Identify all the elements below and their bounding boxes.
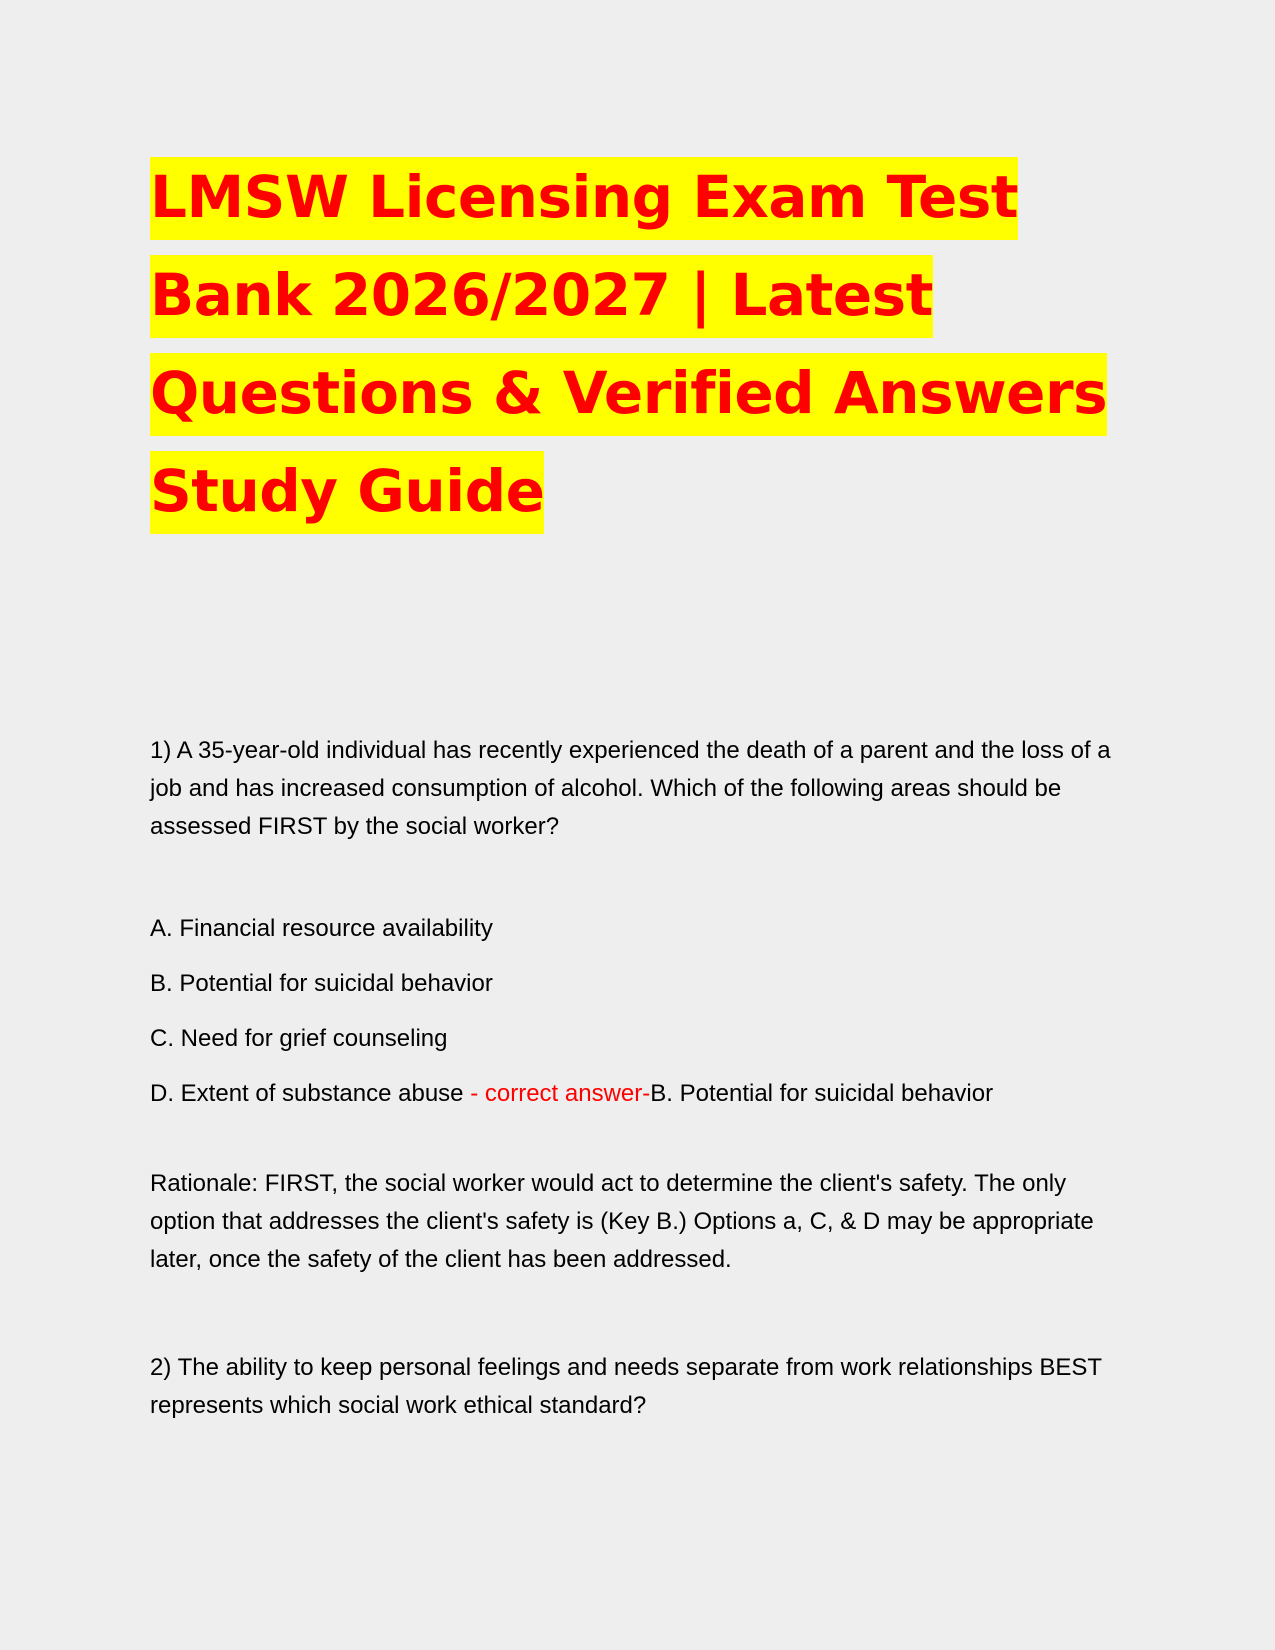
question-1-options <box>150 914 1130 1109</box>
question-1-text: 1) A 35-year-old individual has recently experienced the death of a parent and the loss of a job and has increased consumption of alcohol. Which of the following areas should be assessed FIRST by the social worker? <box>150 737 1111 840</box>
document-page <box>150 148 1130 1425</box>
option-a: A. Financial resource availability <box>150 915 493 942</box>
option-b: B. Potential for suicidal behavior <box>150 970 493 997</box>
correct-answer-marker: - correct answer- <box>470 1080 651 1107</box>
option-c: C. Need for grief counseling <box>150 1025 448 1052</box>
option-d: D. Extent of substance abuse <box>150 1080 471 1107</box>
document-title <box>150 148 1130 540</box>
question-1-rationale: Rationale: FIRST, the social worker would act to determine the client's safety. The only option that addresses the client's safety is (Key B.) Options a, C, & D may be appropriate later, once the safety of the client has been addressed. <box>150 1170 1094 1273</box>
title-highlight: LMSW Licensing Exam Test Bank 2026/2027 | Latest Questions & Verified Answers Study Guide <box>150 157 1107 534</box>
option-d-line <box>150 1079 1130 1109</box>
question-2-text: 2) The ability to keep personal feelings and needs separate from work relationships BEST represents which social work ethical standard? <box>150 1354 1102 1419</box>
correct-answer: B. Potential for suicidal behavior <box>650 1080 994 1107</box>
